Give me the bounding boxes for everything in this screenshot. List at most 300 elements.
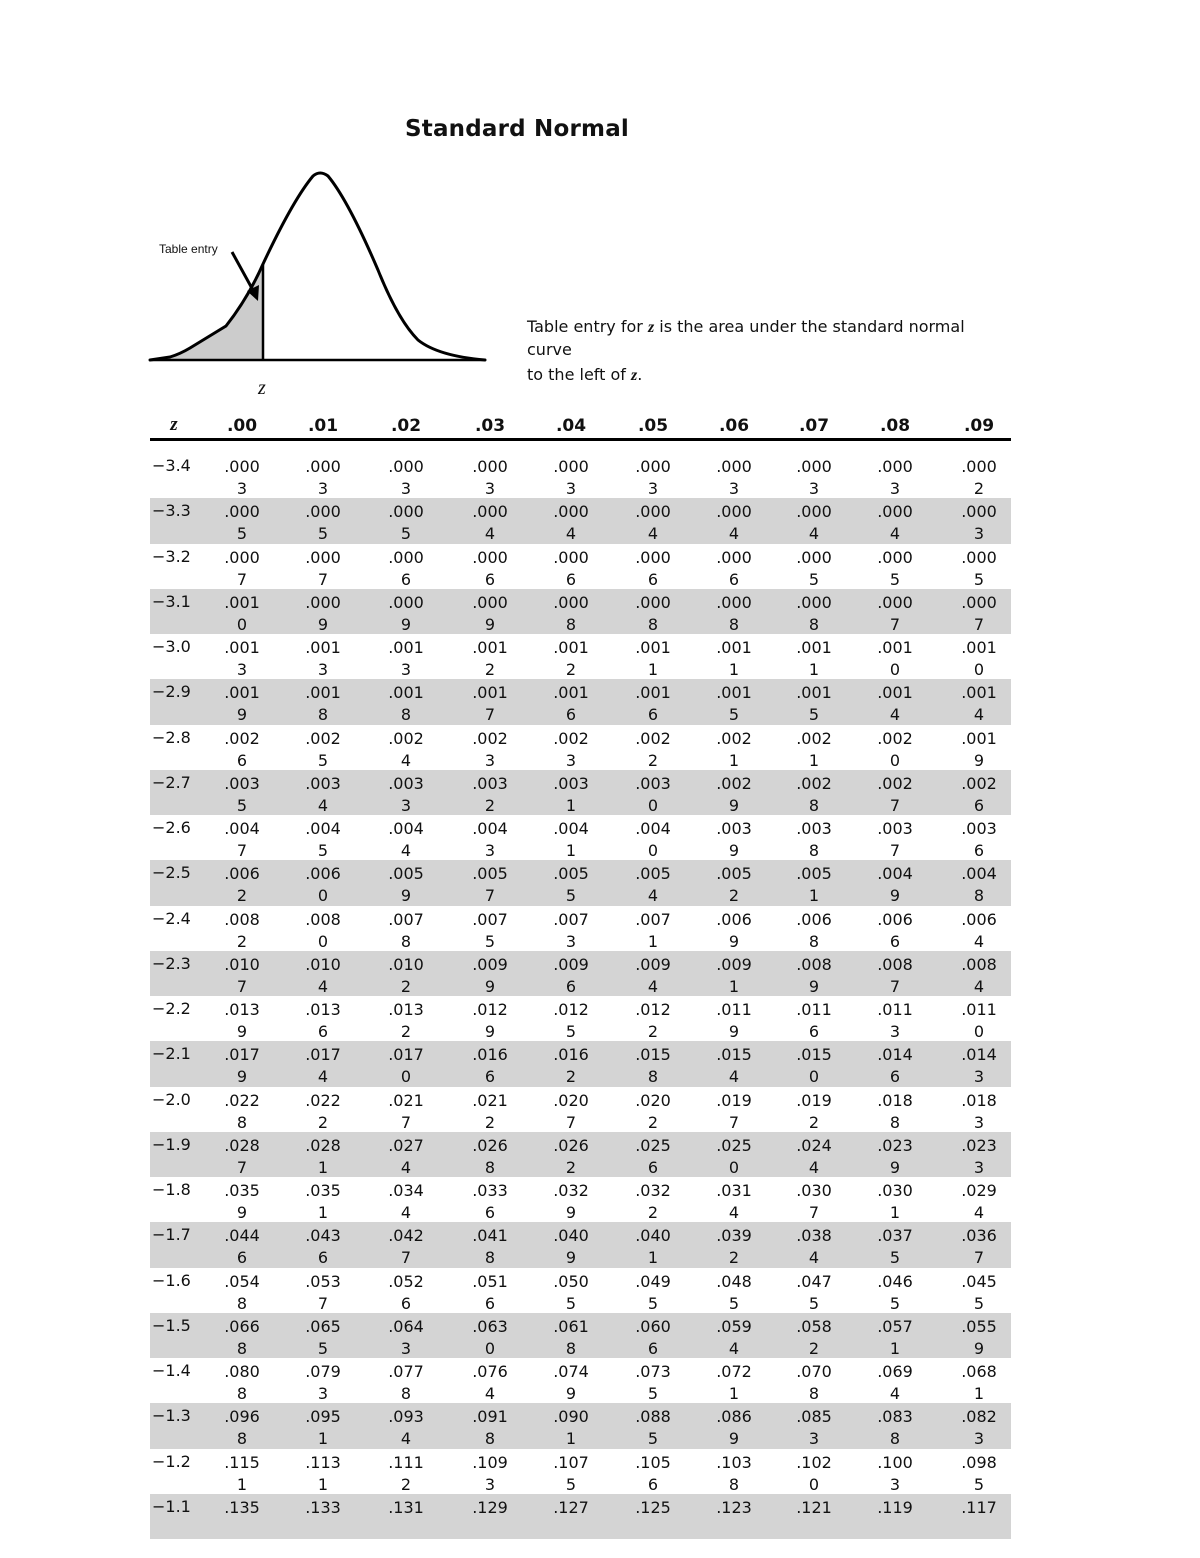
- table-cell: .001 0: [877, 638, 913, 679]
- z-value: −1.1: [152, 1496, 191, 1516]
- header-col: .07: [798, 416, 830, 436]
- table-cell: .006 6: [877, 909, 913, 951]
- table-cell: .125: [635, 1497, 671, 1517]
- table-row: [150, 815, 1011, 860]
- table-cell: .021 7: [388, 1090, 424, 1132]
- table-cell: .025 0: [716, 1135, 752, 1177]
- table-cell: .039 2: [716, 1226, 752, 1268]
- table-cell: .032 2: [635, 1181, 671, 1222]
- table-row: [150, 1268, 1011, 1313]
- table-cell: .001 1: [796, 638, 832, 679]
- table-cell: .008 2: [224, 909, 260, 951]
- table-cell: .010 7: [224, 954, 260, 996]
- table-cell: .079 3: [305, 1362, 341, 1403]
- table-cell: .012 9: [472, 1000, 508, 1041]
- table-cell: .127: [553, 1497, 589, 1517]
- table-cell: .080 8: [224, 1362, 260, 1403]
- header-col: .08: [879, 416, 911, 436]
- table-cell: .000 7: [305, 547, 341, 589]
- z-axis-label: z: [258, 377, 266, 399]
- description-line-1: Table entry for z is the area under the standard normal: [527, 317, 965, 336]
- table-cell: .000 4: [635, 502, 671, 544]
- table-cell: .006 8: [796, 909, 832, 951]
- table-cell: .004 9: [877, 864, 913, 906]
- table-cell: .090 1: [553, 1407, 589, 1449]
- z-value: −3.4: [152, 456, 191, 475]
- z-value: −1.9: [152, 1134, 191, 1154]
- table-cell: .003 8: [796, 819, 832, 860]
- table-row: [150, 1494, 1011, 1539]
- table-cell: .017 9: [224, 1045, 260, 1087]
- table-cell: .000 3: [716, 457, 752, 498]
- table-cell: .001 3: [388, 638, 424, 679]
- table-cell: .021 2: [472, 1090, 508, 1132]
- table-cell: .002 6: [961, 773, 997, 815]
- table-cell: .009 4: [635, 954, 671, 996]
- table-cell: .016 6: [472, 1045, 508, 1087]
- table-cell: .000 5: [796, 547, 832, 589]
- table-cell: .000 9: [388, 592, 424, 634]
- z-value: −1.8: [152, 1180, 191, 1199]
- table-cell: .001 1: [716, 638, 752, 679]
- table-cell: .131: [388, 1497, 424, 1517]
- table-cell: .032 9: [553, 1181, 589, 1222]
- z-value: −2.5: [152, 863, 191, 883]
- table-cell: .103 8: [716, 1452, 752, 1494]
- table-cell: .006 0: [305, 864, 341, 906]
- table-cell: .055 9: [961, 1316, 997, 1358]
- table-cell: .000 5: [388, 502, 424, 544]
- table-cell: .000 8: [635, 592, 671, 634]
- table-cell: .047 5: [796, 1271, 832, 1313]
- table-cell: .002 3: [553, 728, 589, 770]
- table-cell: .000 3: [388, 457, 424, 498]
- table-cell: .001 4: [877, 683, 913, 725]
- table-cell: .051 6: [472, 1271, 508, 1313]
- table-cell: .000 4: [716, 502, 752, 544]
- table-row: [150, 1403, 1011, 1448]
- table-cell: .111 2: [388, 1452, 424, 1494]
- table-cell: .030 7: [796, 1181, 832, 1222]
- table-cell: .040 1: [635, 1226, 671, 1268]
- table-row: [150, 544, 1011, 589]
- table-cell: .012 2: [635, 1000, 671, 1041]
- table-cell: .023 3: [961, 1135, 997, 1177]
- table-cell: .026 8: [472, 1135, 508, 1177]
- table-cell: .001 2: [472, 638, 508, 679]
- table-cell: .002 0: [877, 728, 913, 770]
- table-cell: .006 9: [716, 909, 752, 951]
- z-value: −3.1: [152, 591, 191, 611]
- table-cell: .002 1: [796, 728, 832, 770]
- table-cell: .001 2: [553, 638, 589, 679]
- table-cell: .001 9: [224, 683, 260, 725]
- table-cell: .045 5: [961, 1271, 997, 1313]
- table-cell: .003 0: [635, 773, 671, 815]
- table-cell: .003 1: [553, 773, 589, 815]
- table-cell: .007 8: [388, 909, 424, 951]
- table-cell: .009 6: [553, 954, 589, 996]
- table-cell: .000 4: [472, 502, 508, 544]
- header-col: .05: [637, 416, 669, 436]
- table-cell: .011 0: [961, 1000, 997, 1041]
- table-cell: .003 2: [472, 773, 508, 815]
- table-cell: .046 5: [877, 1271, 913, 1313]
- z-value: −3.0: [152, 637, 191, 656]
- table-cell: .009 1: [716, 954, 752, 996]
- table-cell: .123: [716, 1497, 752, 1517]
- table-row: [150, 906, 1011, 951]
- table-cell: .008 7: [877, 954, 913, 996]
- table-cell: .000 7: [224, 547, 260, 589]
- table-cell: .000 3: [635, 457, 671, 498]
- table-cell: .005 4: [635, 864, 671, 906]
- table-cell: .015 0: [796, 1045, 832, 1087]
- table-cell: .069 4: [877, 1362, 913, 1403]
- table-cell: .015 4: [716, 1045, 752, 1087]
- table-cell: .002 1: [716, 728, 752, 770]
- table-cell: .004 8: [961, 864, 997, 906]
- table-row: [150, 1177, 1011, 1222]
- table-cell: .000 3: [796, 457, 832, 498]
- table-cell: .005 9: [388, 864, 424, 906]
- table-cell: .109 3: [472, 1452, 508, 1494]
- table-cell: .012 5: [553, 1000, 589, 1041]
- table-cell: .063 0: [472, 1316, 508, 1358]
- table-cell: .024 4: [796, 1135, 832, 1177]
- table-cell: .035 9: [224, 1181, 260, 1222]
- table-cell: .091 8: [472, 1407, 508, 1449]
- table-cell: .058 2: [796, 1316, 832, 1358]
- table-row: [150, 1132, 1011, 1177]
- table-cell: .095 1: [305, 1407, 341, 1449]
- table-row: [150, 1449, 1011, 1494]
- table-cell: .007 3: [553, 909, 589, 951]
- table-cell: .000 3: [877, 457, 913, 498]
- table-cell: .020 7: [553, 1090, 589, 1132]
- table-cell: .059 4: [716, 1316, 752, 1358]
- header-z: z: [170, 414, 178, 435]
- table-cell: .117: [961, 1497, 997, 1517]
- z-value: −1.2: [152, 1451, 191, 1471]
- table-cell: .008 9: [796, 954, 832, 996]
- table-cell: .013 2: [388, 1000, 424, 1041]
- table-cell: .001 9: [961, 728, 997, 770]
- header-col: .09: [963, 416, 995, 436]
- table-cell: .107 5: [553, 1452, 589, 1494]
- table-cell: .003 6: [961, 819, 997, 860]
- table-row: [150, 996, 1011, 1041]
- table-cell: .005 5: [553, 864, 589, 906]
- z-value: −3.3: [152, 501, 191, 521]
- z-value: −3.2: [152, 546, 191, 566]
- table-cell: .001 3: [305, 638, 341, 679]
- table-cell: .014 6: [877, 1045, 913, 1087]
- table-cell: .003 3: [388, 773, 424, 815]
- table-cell: .083 8: [877, 1407, 913, 1449]
- z-value: −1.3: [152, 1406, 191, 1426]
- table-cell: .022 2: [305, 1090, 341, 1132]
- table-cell: .044 6: [224, 1226, 260, 1268]
- table-cell: .020 2: [635, 1090, 671, 1132]
- table-row: [150, 770, 1011, 815]
- table-cell: .064 3: [388, 1316, 424, 1358]
- page-title: Standard Normal: [405, 116, 630, 142]
- table-cell: .001 5: [716, 683, 752, 725]
- table-cell: .017 0: [388, 1045, 424, 1087]
- table-cell: .052 6: [388, 1271, 424, 1313]
- table-cell: .001 1: [635, 638, 671, 679]
- z-value: −1.5: [152, 1315, 191, 1335]
- header-col: .00: [226, 416, 258, 436]
- table-cell: .004 3: [472, 819, 508, 860]
- z-value: −2.7: [152, 772, 191, 792]
- table-body: [150, 453, 1011, 1539]
- table-cell: .102 0: [796, 1452, 832, 1494]
- table-row: [150, 498, 1011, 543]
- table-cell: .000 8: [796, 592, 832, 634]
- table-cell: .014 3: [961, 1045, 997, 1087]
- table-cell: .022 8: [224, 1090, 260, 1132]
- table-cell: .000 6: [635, 547, 671, 589]
- table-cell: .010 2: [388, 954, 424, 996]
- table-cell: .018 3: [961, 1090, 997, 1132]
- table-cell: .011 9: [716, 1000, 752, 1041]
- table-cell: .004 1: [553, 819, 589, 860]
- normal-curve-figure: [148, 160, 493, 405]
- table-cell: .000 5: [305, 502, 341, 544]
- table-cell: .096 8: [224, 1407, 260, 1449]
- table-cell: .070 8: [796, 1362, 832, 1403]
- table-cell: .085 3: [796, 1407, 832, 1449]
- table-row: [150, 1087, 1011, 1132]
- table-cell: .121: [796, 1497, 832, 1517]
- table-cell: .053 7: [305, 1271, 341, 1313]
- table-cell: .036 7: [961, 1226, 997, 1268]
- table-cell: .000 6: [388, 547, 424, 589]
- table-cell: .002 8: [796, 773, 832, 815]
- table-row: [150, 589, 1011, 634]
- table-cell: .000 8: [553, 592, 589, 634]
- table-cell: .011 6: [796, 1000, 832, 1041]
- z-value: −2.1: [152, 1044, 191, 1064]
- table-cell: .003 4: [305, 773, 341, 815]
- description-line-2: curve: [527, 340, 572, 359]
- table-cell: .034 4: [388, 1181, 424, 1222]
- table-cell: .016 2: [553, 1045, 589, 1087]
- z-value: −1.7: [152, 1225, 191, 1245]
- table-cell: .050 5: [553, 1271, 589, 1313]
- table-cell: .042 7: [388, 1226, 424, 1268]
- z-value: −2.3: [152, 953, 191, 973]
- table-cell: .105 6: [635, 1452, 671, 1494]
- table-cell: .038 4: [796, 1226, 832, 1268]
- table-cell: .019 7: [716, 1090, 752, 1132]
- table-cell: .048 5: [716, 1271, 752, 1313]
- table-row: [150, 1313, 1011, 1358]
- table-cell: .000 9: [472, 592, 508, 634]
- table-cell: .004 5: [305, 819, 341, 860]
- table-row: [150, 951, 1011, 996]
- table-cell: .000 6: [472, 547, 508, 589]
- table-cell: .076 4: [472, 1362, 508, 1403]
- table-cell: .000 3: [553, 457, 589, 498]
- table-cell: .060 6: [635, 1316, 671, 1358]
- table-cell: .077 8: [388, 1362, 424, 1403]
- table-cell: .049 5: [635, 1271, 671, 1313]
- table-cell: .000 3: [224, 457, 260, 498]
- table-cell: .005 1: [796, 864, 832, 906]
- z-value: −1.6: [152, 1270, 191, 1290]
- table-row: [150, 1358, 1011, 1403]
- table-cell: .013 9: [224, 1000, 260, 1041]
- z-value: −2.2: [152, 999, 191, 1018]
- table-cell: .001 6: [635, 683, 671, 725]
- table-cell: .093 4: [388, 1407, 424, 1449]
- table-cell: .001 4: [961, 683, 997, 725]
- table-cell: .000 4: [796, 502, 832, 544]
- table-cell: .013 6: [305, 1000, 341, 1041]
- table-cell: .030 1: [877, 1181, 913, 1222]
- table-cell: .023 9: [877, 1135, 913, 1177]
- table-row: [150, 634, 1011, 679]
- table-cell: .001 8: [388, 683, 424, 725]
- table-cell: .061 8: [553, 1316, 589, 1358]
- table-cell: .003 9: [716, 819, 752, 860]
- z-value: −2.0: [152, 1089, 191, 1109]
- table-cell: .000 9: [305, 592, 341, 634]
- description: [527, 316, 1037, 387]
- table-cell: .072 1: [716, 1362, 752, 1403]
- table-cell: .009 9: [472, 954, 508, 996]
- table-cell: .005 2: [716, 864, 752, 906]
- table-cell: .001 0: [224, 592, 260, 634]
- table-cell: .000 4: [877, 502, 913, 544]
- table-cell: .005 7: [472, 864, 508, 906]
- table-cell: .011 3: [877, 1000, 913, 1041]
- table-cell: .002 6: [224, 728, 260, 770]
- table-cell: .066 8: [224, 1316, 260, 1358]
- z-value: −2.8: [152, 727, 191, 747]
- table-cell: .065 5: [305, 1316, 341, 1358]
- table-cell: .010 4: [305, 954, 341, 996]
- table-row: [150, 725, 1011, 770]
- table-cell: .119: [877, 1497, 913, 1517]
- table-cell: .000 3: [305, 457, 341, 498]
- table-cell: .086 9: [716, 1407, 752, 1449]
- table-cell: .002 3: [472, 728, 508, 770]
- table-cell: .004 0: [635, 819, 671, 860]
- header-col: .02: [390, 416, 422, 436]
- table-cell: .015 8: [635, 1045, 671, 1087]
- table-cell: .031 4: [716, 1181, 752, 1222]
- table-cell: .029 4: [961, 1181, 997, 1222]
- table-cell: .025 6: [635, 1135, 671, 1177]
- table-cell: .115 1: [224, 1452, 260, 1494]
- table-cell: .002 2: [635, 728, 671, 770]
- table-cell: .002 9: [716, 773, 752, 815]
- arrow-icon: [232, 252, 254, 292]
- table-cell: .006 4: [961, 909, 997, 951]
- table-cell: .082 3: [961, 1407, 997, 1449]
- table-cell: .040 9: [553, 1226, 589, 1268]
- table-cell: .037 5: [877, 1226, 913, 1268]
- table-cell: .057 1: [877, 1316, 913, 1358]
- table-cell: .000 4: [553, 502, 589, 544]
- table-cell: .008 4: [961, 954, 997, 996]
- table-row: [150, 453, 1011, 498]
- table-cell: .002 7: [877, 773, 913, 815]
- table-cell: .007 1: [635, 909, 671, 951]
- table-cell: .001 7: [472, 683, 508, 725]
- table-cell: .000 7: [961, 592, 997, 634]
- table-cell: .004 7: [224, 819, 260, 860]
- table-cell: .000 5: [224, 502, 260, 544]
- header-col: .06: [718, 416, 750, 436]
- table-cell: .027 4: [388, 1135, 424, 1177]
- bell-curve: [150, 173, 485, 360]
- table-cell: .003 5: [224, 773, 260, 815]
- table-cell: .002 5: [305, 728, 341, 770]
- table-cell: .000 6: [716, 547, 752, 589]
- table-cell: .000 2: [961, 457, 997, 498]
- table-cell: .074 9: [553, 1362, 589, 1403]
- table-cell: .035 1: [305, 1181, 341, 1222]
- z-value: −2.6: [152, 818, 191, 837]
- table-cell: .001 8: [305, 683, 341, 725]
- table-cell: .019 2: [796, 1090, 832, 1132]
- table-row: [150, 1222, 1011, 1267]
- table-cell: .073 5: [635, 1362, 671, 1403]
- table-cell: .098 5: [961, 1452, 997, 1494]
- table-cell: .033 6: [472, 1181, 508, 1222]
- z-value: −2.4: [152, 908, 191, 928]
- table-entry-label: Table entry: [159, 242, 218, 256]
- table-cell: .043 6: [305, 1226, 341, 1268]
- table-cell: .028 1: [305, 1135, 341, 1177]
- table-cell: .129: [472, 1497, 508, 1517]
- table-cell: .004 4: [388, 819, 424, 860]
- table-cell: .000 8: [716, 592, 752, 634]
- table-row: [150, 1041, 1011, 1086]
- table-cell: .018 8: [877, 1090, 913, 1132]
- z-value: −1.4: [152, 1361, 191, 1380]
- table-cell: .068 1: [961, 1362, 997, 1403]
- table-row: [150, 860, 1011, 905]
- table-cell: .000 3: [961, 502, 997, 544]
- table-cell: .028 7: [224, 1135, 260, 1177]
- description-line-3: to the left of z.: [527, 365, 643, 384]
- table-cell: .000 5: [877, 547, 913, 589]
- table-cell: .000 6: [553, 547, 589, 589]
- table-cell: .000 7: [877, 592, 913, 634]
- table-cell: .017 4: [305, 1045, 341, 1087]
- table-row: [150, 679, 1011, 724]
- table-cell: .133: [305, 1497, 341, 1517]
- table-cell: .001 3: [224, 638, 260, 679]
- table-cell: .000 3: [472, 457, 508, 498]
- z-value: −2.9: [152, 682, 191, 702]
- table-cell: .113 1: [305, 1452, 341, 1494]
- table-cell: .003 7: [877, 819, 913, 860]
- table-cell: .002 4: [388, 728, 424, 770]
- header-col: .04: [555, 416, 587, 436]
- table-cell: .026 2: [553, 1135, 589, 1177]
- table-cell: .135: [224, 1497, 260, 1517]
- table-cell: .041 8: [472, 1226, 508, 1268]
- table-header: [150, 414, 1011, 441]
- table-cell: .008 0: [305, 909, 341, 951]
